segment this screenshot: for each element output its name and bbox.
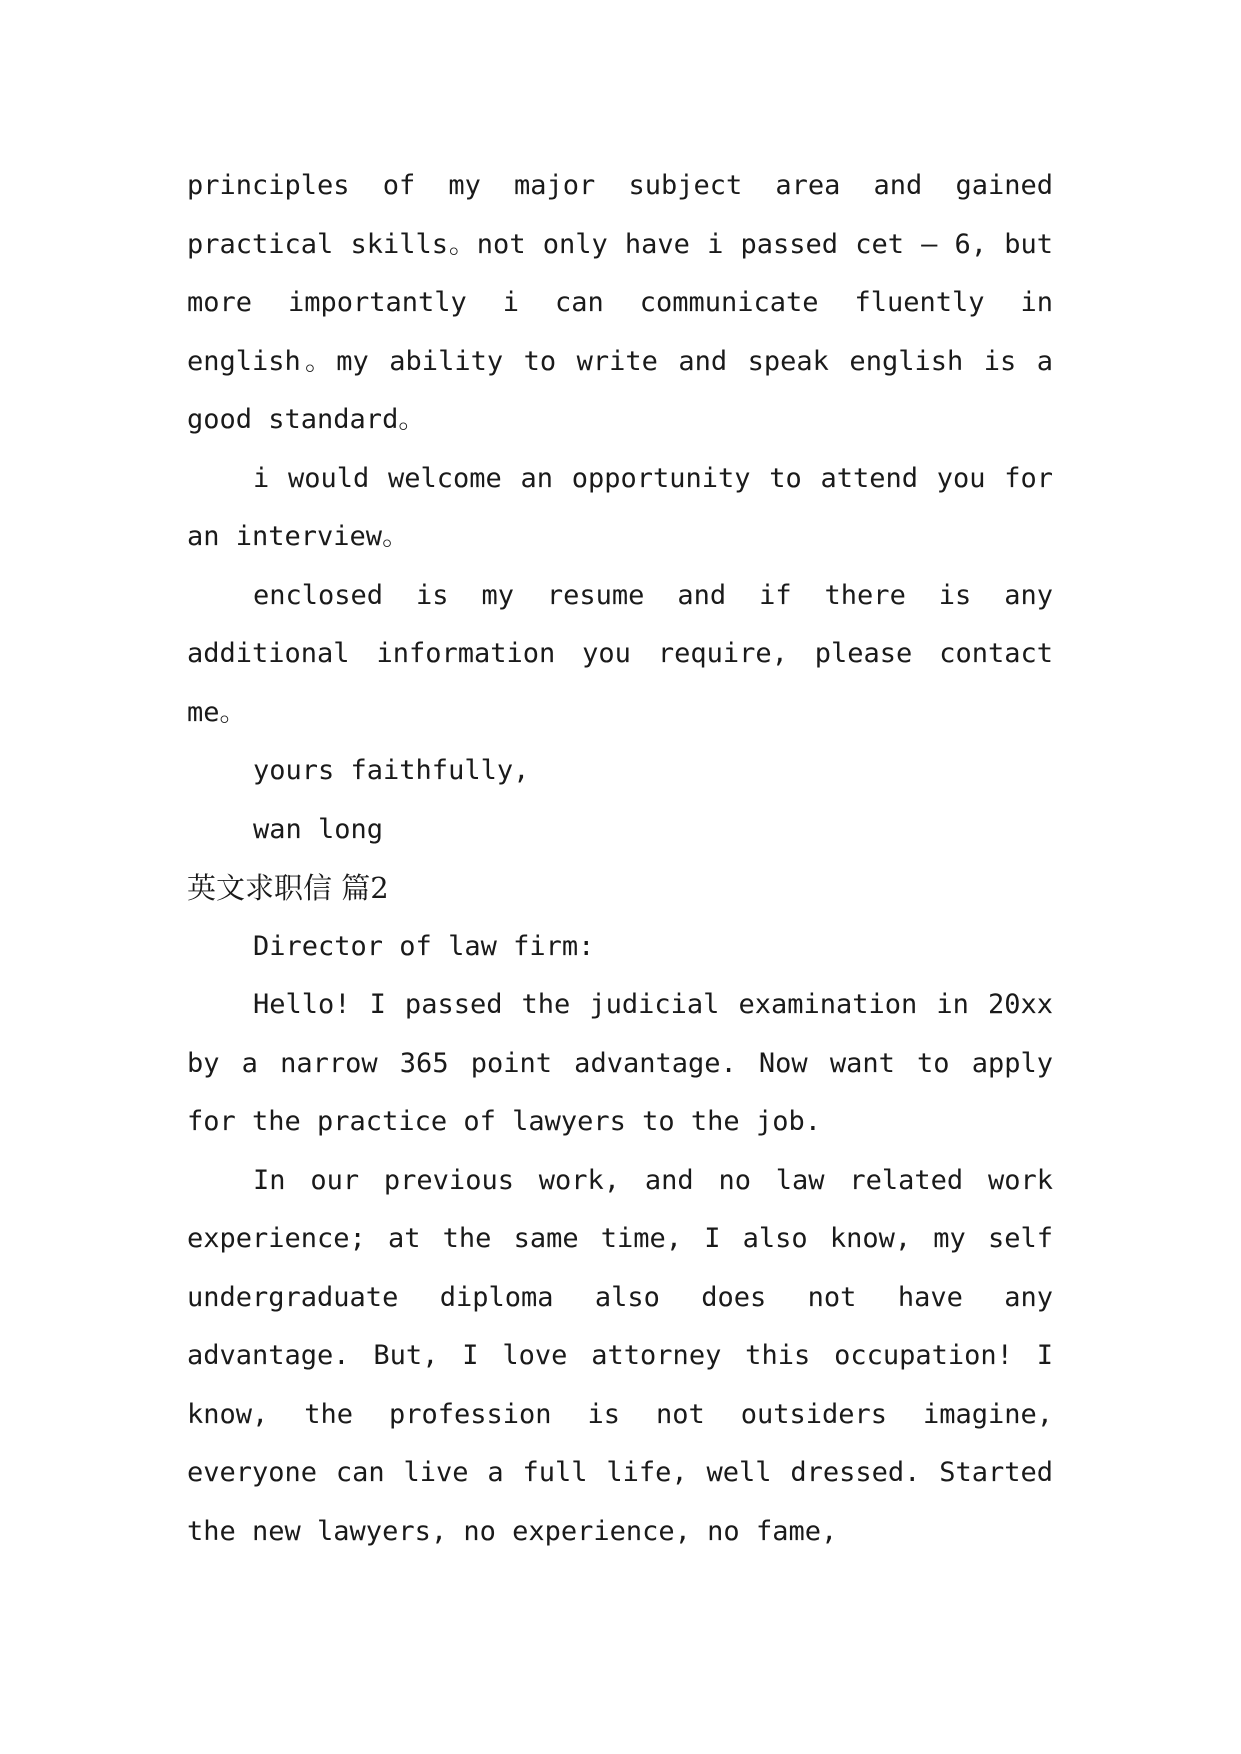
section-heading: 英文求职信 篇2 bbox=[187, 871, 389, 905]
body-paragraph: i would welcome an opportunity to attend you for an interview。 bbox=[187, 462, 1053, 552]
document-body bbox=[187, 157, 1053, 1561]
body-paragraph: principles of my major subject area and gained practical skills。not only have i passed cet — 6, but more importantly i can communicate fluently in english。my ability to write and speak english is a good standard。 bbox=[187, 170, 1053, 435]
letter-salutation: Director of law firm: bbox=[253, 930, 595, 962]
body-paragraph: In our previous work, and no law related work experience; at the same time, I also know, my self undergraduate diploma also does not have any advantage. But, I love attorney this occupation! I know, the profession is not outsiders imagine, everyone can live a full life, well dressed. Started the new lawyers, no experience, no fame, bbox=[187, 1164, 1053, 1547]
body-paragraph: enclosed is my resume and if there is any additional information you require, please contact me。 bbox=[187, 579, 1053, 728]
body-paragraph: Hello! I passed the judicial examination in 20xx by a narrow 365 point advantage. Now want to apply for the practice of lawyers to the job. bbox=[187, 989, 1053, 1137]
letter-signature: wan long bbox=[253, 813, 384, 845]
letter-closing: yours faithfully, bbox=[253, 755, 530, 786]
